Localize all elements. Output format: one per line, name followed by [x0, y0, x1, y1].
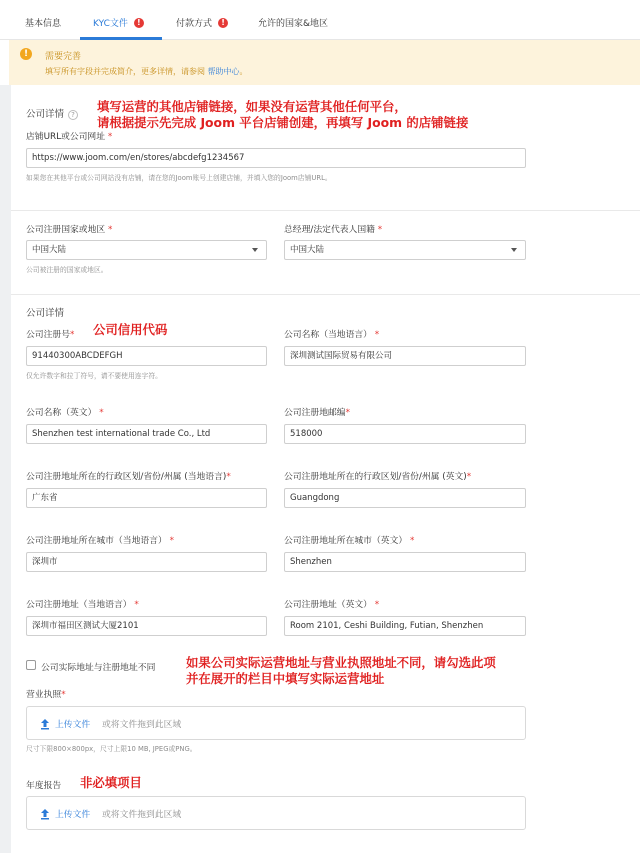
left-gutter — [0, 85, 11, 853]
label-text: 公司注册地址所在城市（当地语言） — [26, 536, 167, 546]
tab-label: KYC文件 — [93, 19, 128, 29]
section-title-text: 公司详情 — [26, 109, 65, 120]
divider — [11, 210, 640, 211]
annotation-optional: 非必填项目 — [80, 775, 142, 790]
reg-no-label — [26, 327, 74, 340]
chevron-down-icon — [511, 248, 517, 252]
annotation-actual-address-2: 并在展开的栏目中填写实际运营地址 — [186, 671, 385, 686]
incomplete-alert — [9, 40, 640, 85]
help-center-link[interactable]: 帮助中心 — [207, 67, 240, 76]
registration-country-select[interactable] — [26, 240, 267, 260]
addr-en-input[interactable]: Room 2101, Ceshi Building, Futian, Shenzhen — [284, 616, 526, 636]
upload-file-link[interactable]: 上传文件 — [55, 810, 91, 820]
error-badge-icon: ! — [218, 18, 228, 28]
label-text: 公司注册地址（当地语言） — [26, 600, 132, 610]
addr-local-label — [26, 597, 139, 610]
business-license-label — [26, 687, 66, 700]
province-en-input[interactable]: Guangdong — [284, 488, 526, 508]
required-mark: * — [107, 225, 113, 235]
tab-label: 基本信息 — [25, 19, 62, 29]
tab-payment-method[interactable] — [176, 0, 228, 40]
help-icon[interactable]: ? — [68, 110, 78, 120]
province-en-label — [284, 469, 471, 482]
required-mark: * — [377, 225, 383, 235]
required-mark: * — [374, 330, 380, 340]
postcode-input[interactable]: 518000 — [284, 424, 526, 444]
store-url-label — [26, 129, 112, 142]
annotation-actual-address-1: 如果公司实际运营地址与营业执照地址不同，请勾选此项 — [186, 655, 496, 670]
tab-basic-info[interactable] — [25, 0, 61, 40]
alert-title: 需要完善 — [45, 52, 82, 62]
city-local-input[interactable]: 深圳市 — [26, 552, 267, 572]
upload-icon — [40, 808, 50, 820]
tab-label: 付款方式 — [176, 19, 213, 29]
registration-country-hint: 公司被注册的国家或地区。 — [26, 266, 108, 274]
required-mark: * — [374, 600, 380, 610]
company-details-title-2: 公司详情 — [26, 308, 65, 319]
name-local-label — [284, 327, 379, 340]
annotation-credit-code: 公司信用代码 — [93, 322, 168, 337]
select-value: 中国大陆 — [32, 245, 67, 255]
province-local-input[interactable]: 广东省 — [26, 488, 267, 508]
tab-allowed-regions[interactable] — [258, 0, 328, 40]
registration-country-label — [26, 222, 112, 235]
label-text: 公司注册国家或地区 — [26, 225, 106, 235]
tab-label: 允许的国家&地区 — [258, 19, 329, 29]
required-mark: * — [466, 472, 472, 482]
city-local-label — [26, 533, 174, 546]
province-local-label — [26, 469, 231, 482]
label-text: 公司注册地址（英文） — [284, 600, 372, 610]
label-text: 公司注册地邮编 — [284, 408, 346, 418]
annual-report-label: 年度报告 — [26, 781, 62, 791]
label-text: 公司名称（当地语言） — [284, 330, 372, 340]
divider — [11, 294, 640, 295]
name-local-input[interactable]: 深圳测试国际贸易有限公司 — [284, 346, 526, 366]
dropzone-hint: 或将文件拖到此区域 — [102, 810, 182, 820]
alert-text: 填写所有字段并完成简介，更多详情，请参阅 — [45, 67, 205, 76]
label-text: 公司注册地址所在的行政区划/省份/州属 (英文) — [284, 472, 467, 482]
annual-report-dropzone[interactable] — [26, 796, 526, 830]
actual-address-checkbox[interactable] — [26, 660, 36, 670]
error-badge-icon: ! — [134, 18, 144, 28]
city-en-label — [284, 533, 414, 546]
business-license-hint: 尺寸下限800×800px，尺寸上限10 MB, JPEG或PNG。 — [26, 745, 197, 753]
required-mark: * — [226, 472, 231, 482]
reg-no-hint: 仅允许数字和拉丁符号，请不要使用连字符。 — [26, 372, 162, 380]
label-text: 公司注册地址所在的行政区划/省份/州属 (当地语言) — [26, 472, 227, 482]
label-text: 公司注册号 — [26, 330, 70, 340]
alert-description — [45, 66, 248, 77]
select-value: 中国大陆 — [290, 245, 325, 255]
company-details-title — [26, 106, 78, 120]
annotation-store-link-1: 填写运营的其他店铺链接，如果没有运营其他任何平台， — [97, 99, 407, 114]
nationality-label — [284, 222, 382, 235]
required-mark: * — [409, 536, 415, 546]
required-mark: * — [345, 408, 350, 418]
dropzone-hint: 或将文件拖到此区域 — [102, 720, 182, 730]
chevron-down-icon — [252, 248, 258, 252]
warning-icon: ! — [20, 48, 32, 60]
business-license-dropzone[interactable] — [26, 706, 526, 740]
label-text: 店铺URL或公司网址 — [26, 132, 106, 142]
required-mark: * — [99, 408, 104, 418]
required-mark: * — [61, 690, 66, 700]
store-url-input[interactable]: https://www.joom.com/en/stores/abcdefg1234567 — [26, 148, 526, 168]
upload-icon — [40, 718, 50, 730]
required-mark: * — [169, 536, 174, 546]
store-url-hint: 如果您在其他平台或公司网站没有店铺，请在您的Joom账号上创建店铺，并填入您的Joom店铺URL。 — [26, 174, 332, 182]
name-en-input[interactable]: Shenzhen test international trade Co., Ltd — [26, 424, 267, 444]
annotation-store-link-2: 请根据提示先完成 Joom 平台店铺创建，再填写 Joom 的店铺链接 — [97, 115, 469, 130]
tab-kyc-documents[interactable] — [93, 0, 144, 40]
required-mark: * — [107, 132, 113, 142]
addr-local-input[interactable]: 深圳市福田区测试大厦2101 — [26, 616, 267, 636]
required-mark: * — [134, 600, 139, 610]
label-text: 公司名称（英文） — [26, 408, 97, 418]
postcode-label — [284, 405, 350, 418]
required-mark: * — [70, 330, 75, 340]
label-text: 总经理/法定代表人国籍 — [284, 225, 375, 235]
tab-bar — [0, 0, 640, 40]
alert-text-end: 。 — [239, 67, 248, 76]
upload-file-link[interactable]: 上传文件 — [55, 720, 91, 730]
addr-en-label — [284, 597, 379, 610]
name-en-label — [26, 405, 104, 418]
nationality-select[interactable] — [284, 240, 526, 260]
label-text: 公司注册地址所在城市（英文） — [284, 536, 408, 546]
city-en-input[interactable]: Shenzhen — [284, 552, 526, 572]
actual-address-label: 公司实际地址与注册地址不同 — [41, 663, 156, 673]
label-text: 营业执照 — [26, 690, 62, 700]
reg-no-input[interactable]: 91440300ABCDEFGH — [26, 346, 267, 366]
